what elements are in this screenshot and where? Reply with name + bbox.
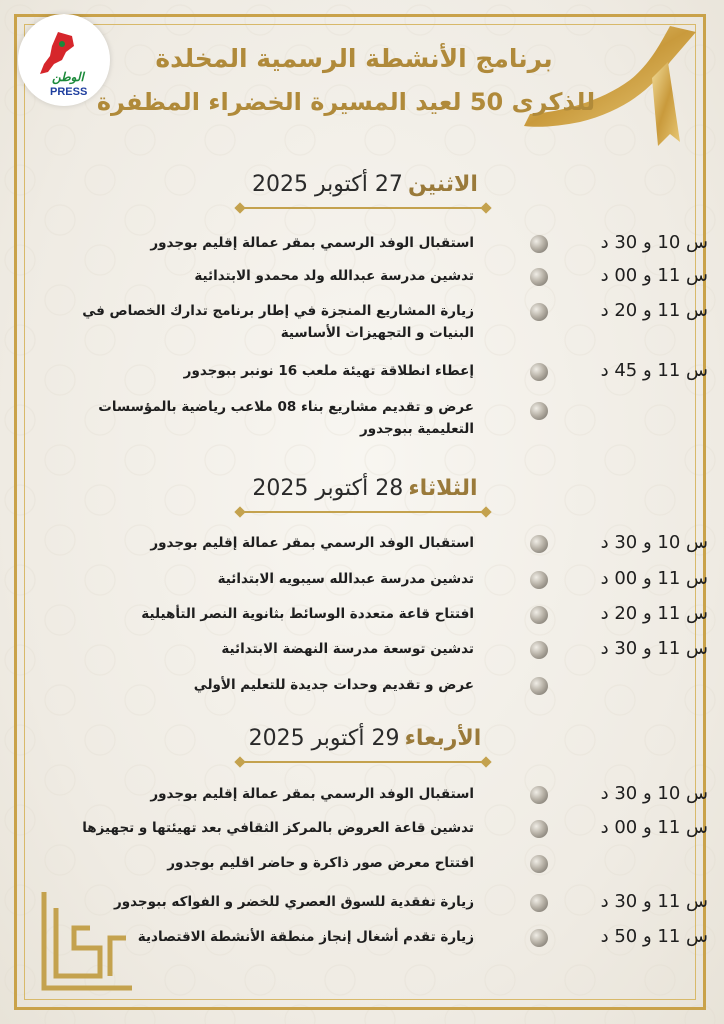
- item-time: س 11 و 20 د: [600, 603, 708, 624]
- day-divider: [240, 761, 486, 763]
- schedule-row: [40, 532, 708, 562]
- gold-ribbon-icon: [520, 22, 700, 152]
- day-divider: [240, 207, 486, 209]
- bullet-icon: [530, 402, 548, 420]
- item-time: س 11 و 00 د: [600, 568, 708, 589]
- item-activity: زيارة تفقدية للسوق العصري للخضر و الفواكه ببوجدور: [113, 894, 474, 910]
- bullet-icon: [530, 606, 548, 624]
- item-time: س 11 و 45 د: [600, 360, 708, 381]
- bullet-icon: [530, 303, 548, 321]
- item-time: س 11 و 30 د: [600, 891, 708, 912]
- day-name: الأربعاء: [404, 726, 482, 751]
- schedule-row: [40, 817, 708, 847]
- schedule-row: [40, 674, 684, 704]
- day-heading-monday: [230, 172, 500, 197]
- item-activity: زيارة المشاريع المنجزة في إطار برنامج تدارك الخصاص في البنيات و التجهيزات الأساسية: [82, 303, 474, 341]
- bullet-icon: [530, 929, 548, 947]
- item-activity: افتتاح معرض صور ذاكرة و حاضر اقليم بوجدور: [167, 855, 474, 871]
- poster-title-line2: للذكرى 50 لعيد المسيرة الخضراء المظفرة: [96, 88, 596, 116]
- bullet-icon: [530, 571, 548, 589]
- item-activity: تدشين توسعة مدرسة النهضة الابتدائية: [221, 641, 474, 657]
- item-activity: زيارة تقدم أشغال إنجاز منطقة الأنشطة الاقتصادية: [137, 929, 474, 945]
- item-time: س 10 و 30 د: [600, 232, 708, 253]
- item-activity: استقبال الوفد الرسمي بمقر عمالة إقليم بوجدور: [150, 786, 474, 802]
- bullet-icon: [530, 363, 548, 381]
- item-activity: تدشين مدرسة عبدالله ولد محمدو الابتدائية: [194, 268, 474, 284]
- bullet-icon: [530, 235, 548, 253]
- item-activity: عرض و تقديم مشاريع بناء 08 ملاعب رياضية بالمؤسسات التعليمية ببوجدور: [98, 399, 474, 437]
- calligraphy-ornament-icon: [38, 888, 138, 998]
- schedule-row: [40, 603, 708, 633]
- day-divider: [240, 511, 486, 513]
- poster-title-line1: برنامج الأنشطة الرسمية المخلدة: [155, 44, 553, 73]
- item-time: س 10 و 30 د: [600, 783, 708, 804]
- day-heading-tuesday: [230, 476, 500, 501]
- day-heading-wednesday: [230, 726, 500, 751]
- day-name: الاثنين: [407, 172, 478, 197]
- bullet-icon: [530, 641, 548, 659]
- item-activity: تدشين قاعة العروض بالمركز الثقافي بعد تهيئتها و تجهيزها: [82, 820, 474, 836]
- item-activity: إعطاء انطلاقة تهيئة ملعب 16 نونبر ببوجدور: [183, 363, 474, 379]
- day-name: الثلاثاء: [408, 476, 478, 501]
- item-activity: عرض و تقديم وحدات جديدة للتعليم الأولي: [193, 677, 474, 693]
- day-date: 28 أكتوبر 2025: [252, 476, 404, 501]
- schedule-row: [40, 265, 708, 295]
- bullet-icon: [530, 786, 548, 804]
- schedule-row: [40, 852, 684, 882]
- item-activity: تدشين مدرسة عبدالله سيبويه الابتدائية: [217, 571, 474, 587]
- item-activity: استقبال الوفد الرسمي بمقر عمالة إقليم بوجدور: [150, 535, 474, 551]
- item-activity: افتتاح قاعة متعددة الوسائط بثانوية النصر التأهيلية: [141, 606, 474, 622]
- bullet-icon: [530, 535, 548, 553]
- item-time: س 11 و 30 د: [600, 638, 708, 659]
- bullet-icon: [530, 677, 548, 695]
- item-time: س 11 و 50 د: [600, 926, 708, 947]
- bullet-icon: [530, 855, 548, 873]
- schedule-row: [40, 568, 708, 598]
- logo-press: PRESS: [50, 86, 88, 98]
- item-time: س 11 و 20 د: [600, 300, 708, 321]
- schedule-row: [40, 783, 708, 813]
- day-date: 29 أكتوبر 2025: [248, 726, 400, 751]
- item-time: س 10 و 30 د: [600, 532, 708, 553]
- item-activity: استقبال الوفد الرسمي بمقر عمالة إقليم بوجدور: [150, 235, 474, 251]
- item-time: س 11 و 00 د: [600, 265, 708, 286]
- schedule-row: [40, 638, 708, 668]
- item-time: س 11 و 00 د: [600, 817, 708, 838]
- bullet-icon: [530, 268, 548, 286]
- schedule-row: [40, 396, 684, 437]
- logo-text: الوطن: [52, 70, 84, 84]
- day-date: 27 أكتوبر 2025: [252, 172, 403, 197]
- schedule-row: [40, 300, 708, 341]
- schedule-row: [40, 360, 708, 390]
- bullet-icon: [530, 820, 548, 838]
- schedule-row: [40, 232, 708, 262]
- bullet-icon: [530, 894, 548, 912]
